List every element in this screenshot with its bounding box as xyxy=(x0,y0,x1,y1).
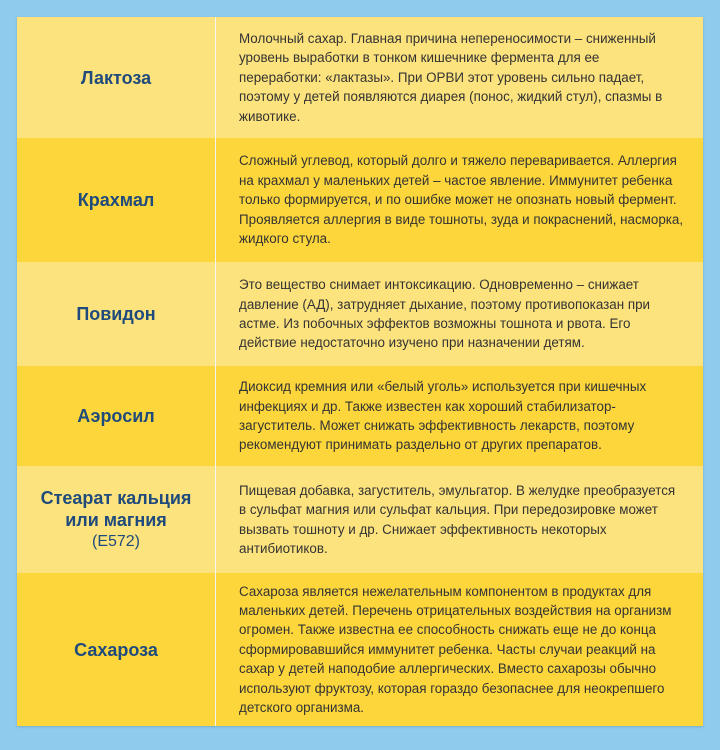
table-row xyxy=(17,17,703,138)
ingredient-name: Стеарат кальция или магния xyxy=(40,487,192,530)
ingredient-name-cell xyxy=(17,466,216,573)
ingredient-description: Молочный сахар. Главная причина непереносимости – сниженный уровень выработки в тонком кишечнике фермента для ее переработки: «лактазы». При ОРВИ этот уровень сильно падает, поэтому у детей появляются диарея (понос, жидкий стул), спазмы в животике. xyxy=(239,30,663,124)
ingredient-description: Это вещество снимает интоксикацию. Одновременно – снижает давление (АД), затрудняет дыхание, поэтому противопоказан при астме. Из побочных эффектов возможны тошнота и рвота. Его действие недостаточно изучено при назначении детям. xyxy=(239,277,650,351)
ingredient-description: Пищевая добавка, загуститель, эмульгатор. В желудке преобразуется в сульфат магния или сульфат кальция. При передозировке может вызвать тошноту и др. Снижает эффективность некоторых антибиотиков. xyxy=(239,482,676,556)
ingredient-name: Лактоза xyxy=(80,67,152,88)
ingredient-name-cell xyxy=(17,138,216,262)
ingredients-table xyxy=(17,17,703,726)
ingredient-description: Сложный углевод, который долго и тяжело переваривается. Аллергия на крахмал у маленьких детей – частое явление. Иммунитет ребенка только формируется, и по ошибке может не опознать новый фермент. Проявляется аллергия в виде тошноты, зуда и покраснений, насморка, жидкого стула. xyxy=(239,153,684,247)
ingredient-description: Диоксид кремния или «белый уголь» используется при кишечных инфекциях и др. Также известен как хороший стабилизатор-загуститель. Может снижать эффективность лекарств, поэтому рекомендуют принимать раздельно от других препаратов. xyxy=(239,379,647,453)
ingredient-description: Сахароза является нежелательным компонентом в продуктах для маленьких детей. Перечень отрицательных воздействия на организм огромен. Также известна ее способность снижать еще не до конца сформировавшийся иммунитет ребенка. Часты случаи реакций на сахар у детей наподобие аллергических. Вместо сахарозы обычно используют фруктозу, которая гораздо безопаснее для неокрепшего детского организма. xyxy=(239,583,672,716)
ingredient-description-cell xyxy=(216,138,703,262)
ingredient-name: Крахмал xyxy=(77,190,155,210)
ingredient-name-cell xyxy=(17,366,216,466)
table-row xyxy=(17,138,703,262)
ingredient-name-cell xyxy=(17,262,216,366)
ingredient-description-cell xyxy=(216,17,703,138)
ingredient-name-cell xyxy=(17,17,216,138)
table-row xyxy=(17,366,703,466)
table-row xyxy=(17,466,703,573)
table-row xyxy=(17,573,703,726)
ingredient-description-cell xyxy=(216,466,703,573)
ingredient-name: Сахароза xyxy=(74,639,158,660)
ingredient-description-cell xyxy=(216,366,703,466)
ingredient-description-cell xyxy=(216,573,703,726)
ingredient-name-cell xyxy=(17,573,216,726)
ingredient-code: (Е572) xyxy=(91,532,141,550)
table-row xyxy=(17,262,703,366)
ingredient-name: Повидон xyxy=(76,304,156,324)
ingredient-name: Аэросил xyxy=(77,406,155,426)
ingredient-description-cell xyxy=(216,262,703,366)
